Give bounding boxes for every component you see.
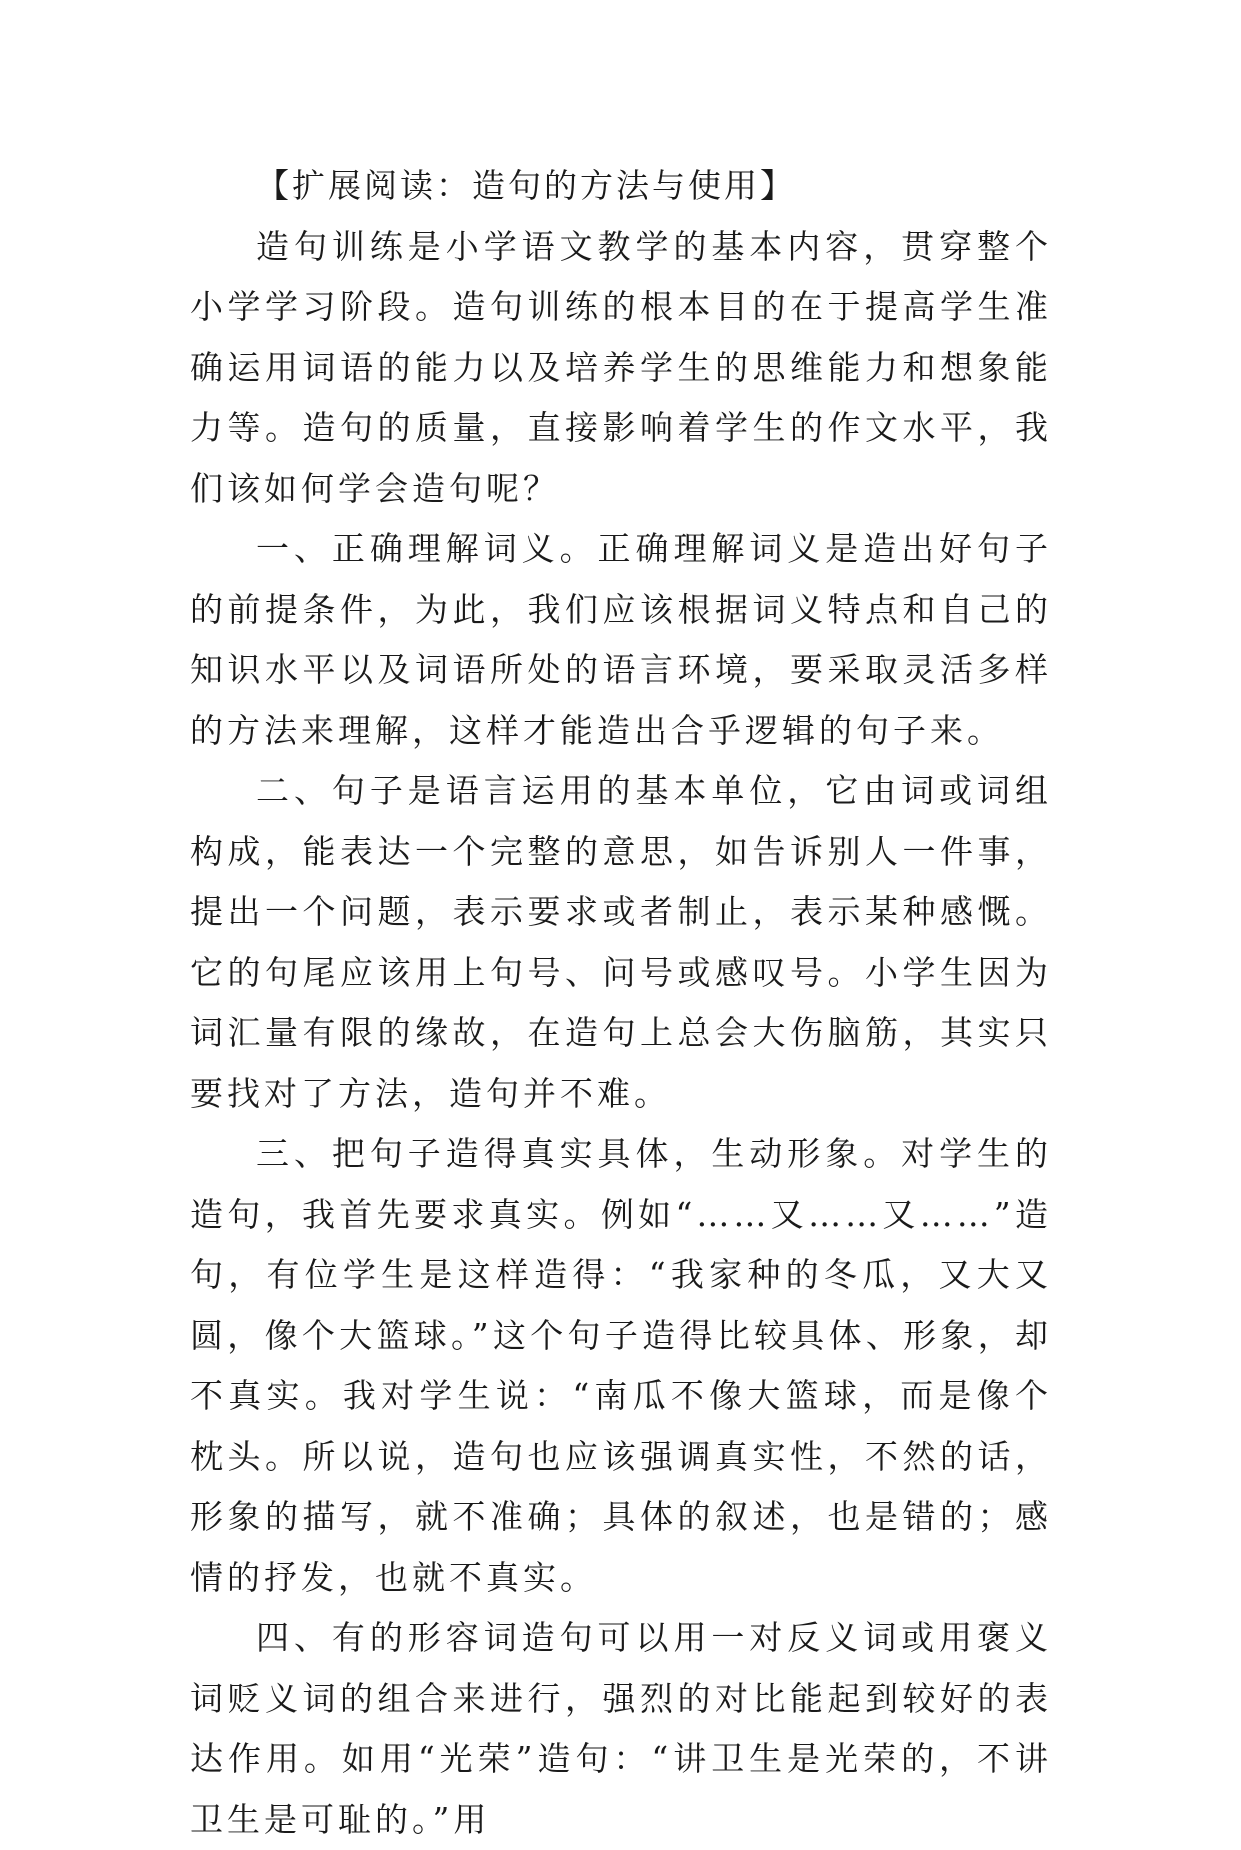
paragraph-point-two: 二、句子是语言运用的基本单位，它由词或词组构成，能表达一个完整的意思，如告诉别人一件事，提出一个问题，表示要求或者制止，表示某种感慨。它的句尾应该用上句号、问号或感叹号。小学生因为词汇量有限的缘故，在造句上总会大伤脑筋，其实只要找对了方法，造句并不难。: [190, 771, 1052, 1113]
paragraph-point-three: 三、把句子造得真实具体，生动形象。对学生的造句，我首先要求真实。例如“……又……又……”造句，有位学生是这样造得：“我家种的冬瓜，又大又圆，像个大篮球。”这个句子造得比较具体、形象，却不真实。我对学生说：“南瓜不像大篮球，而是像个枕头。所以说，造句也应该强调真实性，不然的话，形象的描写，就不准确；具体的叙述，也是错的；感情的抒发，也就不真实。: [190, 1134, 1052, 1597]
paragraph-point-four: 四、有的形容词造句可以用一对反义词或用褒义词贬义词的组合来进行，强烈的对比能起到较好的表达作用。如用“光荣”造句：“讲卫生是光荣的，不讲卫生是可耻的。”用: [190, 1618, 1052, 1839]
paragraph-intro: 造句训练是小学语文教学的基本内容，贯穿整个小学学习阶段。造句训练的根本目的在于提高学生准确运用词语的能力以及培养学生的思维能力和想象能力等。造句的质量，直接影响着学生的作文水平，我们该如何学会造句呢？: [190, 226, 1052, 508]
paragraph-point-one: 一、正确理解词义。正确理解词义是造出好句子的前提条件，为此，我们应该根据词义特点和自己的知识水平以及词语所处的语言环境，要采取灵活多样的方法来理解，这样才能造出合乎逻辑的句子来。: [190, 529, 1052, 750]
section-heading: 【扩展阅读：造句的方法与使用】: [256, 166, 796, 205]
document-body: [190, 156, 1052, 1850]
